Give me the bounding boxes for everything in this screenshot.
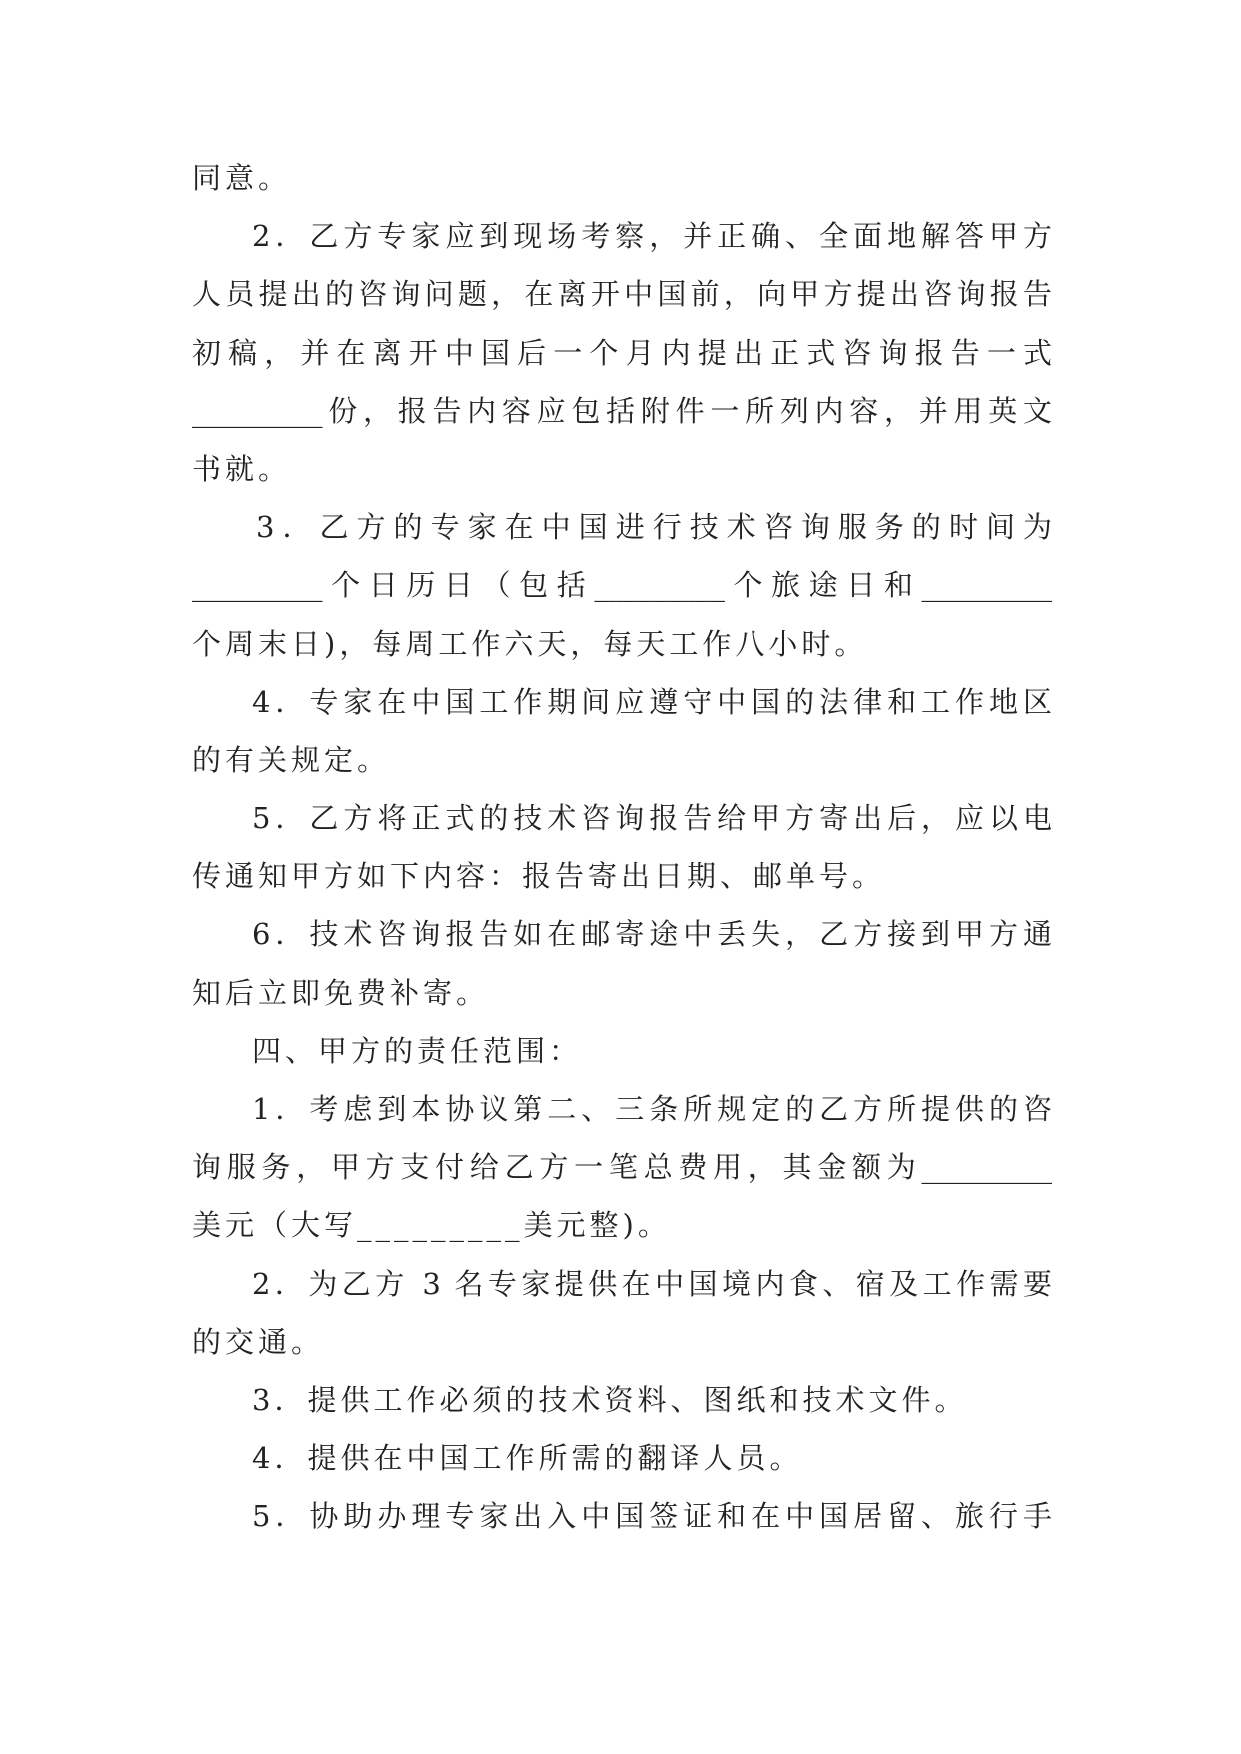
document-line: 2．为乙方 3 名专家提供在中国境内食、宿及工作需要 [252, 1266, 1052, 1301]
document-line: 的有关规定。 [192, 742, 391, 777]
document-line: 1．考虑到本协议第二、三条所规定的乙方所提供的咨 [252, 1092, 1052, 1126]
document-line: 的交通。 [192, 1324, 325, 1359]
document-line: 2．乙方专家应到现场考察，并正确、全面地解答甲方 [252, 219, 1052, 254]
document-line: 初稿，并在离开中国后一个月内提出正式咨询报告一式 [192, 335, 1052, 370]
document-line: _________份，报告内容应包括附件一所列内容，并用英文 [192, 393, 1052, 428]
document-line: 个周末日)，每周工作六天，每天工作八小时。 [192, 626, 868, 661]
document-line: 知后立即免费补寄。 [192, 975, 490, 1010]
document-line: 5．乙方将正式的技术咨询报告给甲方寄出后，应以电 [252, 801, 1052, 836]
document-body [192, 158, 1052, 1555]
document-line: 四、甲方的责任范围： [252, 1033, 583, 1068]
document-line: 传通知甲方如下内容：报告寄出日期、邮单号。 [192, 859, 886, 894]
document-line: 5．协助办理专家出入中国签证和在中国居留、旅行手 [252, 1499, 1052, 1534]
document-line: 同意。 [192, 161, 292, 195]
document-line: 人员提出的咨询问题，在离开中国前，向甲方提出咨询报告 [192, 277, 1052, 312]
document-line: 4．专家在中国工作期间应遵守中国的法律和工作地区 [252, 684, 1052, 719]
document-line: 美元（大写_________美元整)。 [192, 1208, 671, 1243]
document-line: 询服务，甲方支付给乙方一笔总费用，其金额为_________ [192, 1150, 1052, 1185]
document-line: 6．技术咨询报告如在邮寄途中丢失，乙方接到甲方通 [252, 917, 1052, 952]
document-line: 3．提供工作必须的技术资料、图纸和技术文件。 [252, 1382, 968, 1417]
document-line: 4．提供在中国工作所需的翻译人员。 [252, 1441, 803, 1476]
document-line: 3．乙方的专家在中国进行技术咨询服务的时间为 [256, 510, 1052, 545]
document-line: 书就。 [192, 451, 292, 486]
document-line: _________个日历日（包括_________个旅途日和_________ [192, 568, 1052, 603]
